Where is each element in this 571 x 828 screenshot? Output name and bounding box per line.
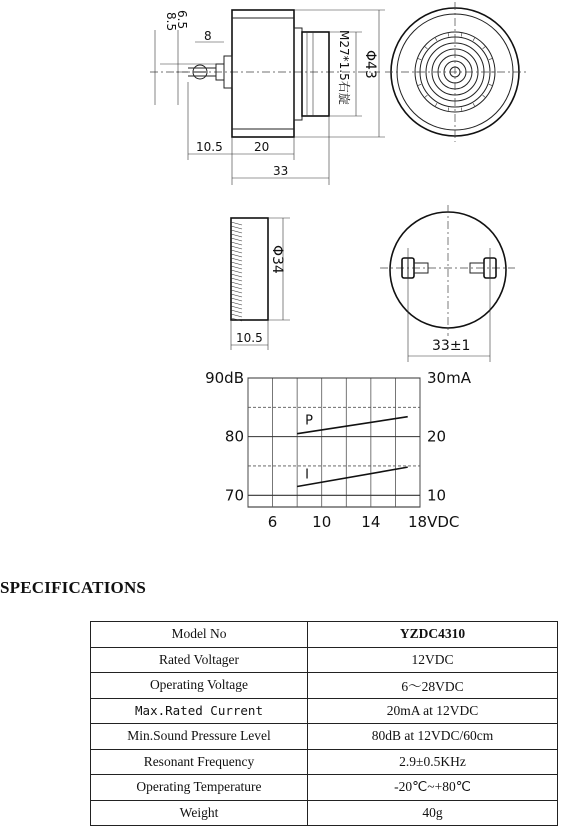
spec-row [91,622,558,648]
x-tick-label: 14 [361,513,381,531]
spec-param: Operating Temperature [91,775,308,801]
spec-param: Rated Voltager [91,647,308,673]
dim-10-5-top: 10.5 [196,140,223,154]
spec-value: 40g [308,800,558,826]
x-tick-label: 6 [267,513,278,531]
spec-value: 80dB at 12VDC/60cm [308,724,558,750]
spec-row [91,698,558,724]
dim-pin-spacing: 33±1 [432,338,471,354]
right-tick-label: 10 [427,486,447,505]
series-label-P: P [305,413,313,429]
left-tick-label: 90dB [205,369,244,387]
spec-row [91,724,558,750]
spec-param: Min.Sound Pressure Level [91,724,308,750]
spec-value: 12VDC [308,647,558,673]
series-line-P [297,417,408,434]
response-chart [205,369,472,531]
front-view-bottom [380,205,515,362]
dim-10-5-bottom: 10.5 [236,331,263,345]
x-tick-label: 10 [312,513,332,531]
x-tick-label: 18VDC [408,513,460,531]
spec-row [91,749,558,775]
dim-diameter-43: Φ43 [362,50,378,79]
left-tick-label: 80 [224,427,244,446]
front-view-top [385,2,528,142]
dim-diameter-34: Φ34 [269,245,285,274]
spec-param: Resonant Frequency [91,749,308,775]
spec-value: 20mA at 12VDC [308,698,558,724]
spec-param: Operating Voltage [91,673,308,699]
thread-spec: M27*1.5右旋 [337,30,351,105]
dim-6-5: 6.5 [175,10,189,30]
spec-row [91,673,558,699]
dim-8: 8 [204,29,212,43]
spec-param: Max.Rated Current [91,698,308,724]
right-tick-label: 20 [427,427,447,446]
right-tick-label: 30mA [427,369,471,387]
spec-row [91,800,558,826]
left-tick-label: 70 [224,486,244,505]
spec-value: YZDC4310 [308,622,558,648]
spec-value: 2.9±0.5KHz [308,749,558,775]
dim-33: 33 [273,164,289,178]
specifications-table [90,621,558,826]
side-view-top [150,10,385,185]
series-line-I [297,467,408,486]
spec-param: Model No [91,622,308,648]
spec-row [91,775,558,801]
spec-row [91,647,558,673]
dim-8-5: 8.5 [164,12,178,32]
side-view-bottom [231,218,290,350]
dim-20: 20 [254,140,270,154]
specifications-heading: SPECIFICATIONS [0,578,147,597]
series-label-I: I [305,467,309,483]
spec-value: -20℃~+80℃ [308,775,558,801]
spec-param: Weight [91,800,308,826]
spec-value: 6～28VDC [308,673,558,699]
